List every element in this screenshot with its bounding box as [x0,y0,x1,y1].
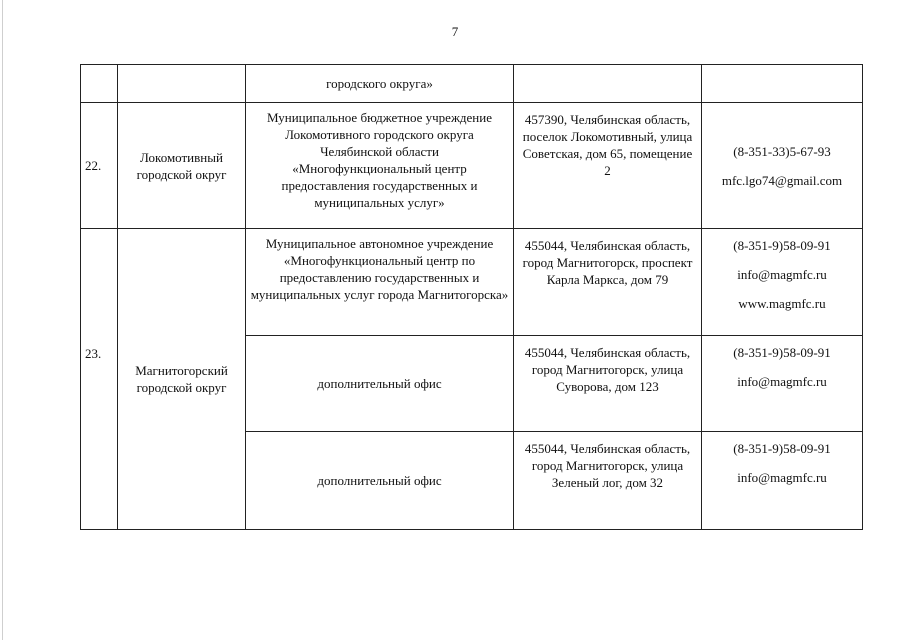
email-address: info@magmfc.ru [737,267,827,282]
organization-contacts [702,229,863,336]
phone-number: (8-351-9)58-09-91 [733,441,831,456]
email-address: mfc.lgo74@gmail.com [721,172,843,188]
organization-address: 455044, Челябинская область, город Магнитогорск, улица Суворова, дом 123 [514,336,702,432]
cell-district [118,65,246,103]
organization-address: 455044, Челябинская область, город Магнитогорск, улица Зеленый лог, дом 32 [514,432,702,530]
organization-contacts [702,103,863,229]
phone-number: (8-351-9)58-09-91 [733,238,831,253]
organization-contacts [702,432,863,530]
cell-address [514,65,702,103]
row-number: 22. [81,103,118,229]
scan-edge-line [2,0,3,640]
row-number: 23. [81,229,118,530]
phone-number: (8-351-9)58-09-91 [733,345,831,360]
organization-address: 457390, Челябинская область, поселок Локомотивный, улица Советская, дом 65, помещение 2 [514,103,702,229]
cell-contacts [702,65,863,103]
organization-address: 455044, Челябинская область, город Магнитогорск, проспект Карла Маркса, дом 79 [514,229,702,336]
district-name: Магнитогорский городской округ [118,229,246,530]
district-name: Локомотивный городской округ [118,103,246,229]
organization-contacts [702,336,863,432]
page-number: 7 [451,24,459,39]
organization-name: дополнительный офис [246,336,514,432]
phone-number: (8-351-33)5-67-93 [733,143,831,159]
mfc-registry-table [80,64,863,530]
table-row-23 [81,229,863,336]
organization-name: дополнительный офис [246,432,514,530]
organization-name: Муниципальное бюджетное учреждение Локомотивного городского округа Челябинской области «Многофункциональный центр предоставления государственных и муниципальных услуг» [246,103,514,229]
table-row-22 [81,103,863,229]
table-row-continuation [81,65,863,103]
cell-organization: городского округа» [246,65,514,103]
email-address: info@magmfc.ru [737,374,827,389]
organization-name: Муниципальное автономное учреждение «Многофункциональный центр по предоставлению государственных и муниципальных услуг города Магнитогорска» [246,229,514,336]
email-address: info@magmfc.ru [737,470,827,485]
website-address: www.magmfc.ru [738,296,826,311]
cell-number [81,65,118,103]
